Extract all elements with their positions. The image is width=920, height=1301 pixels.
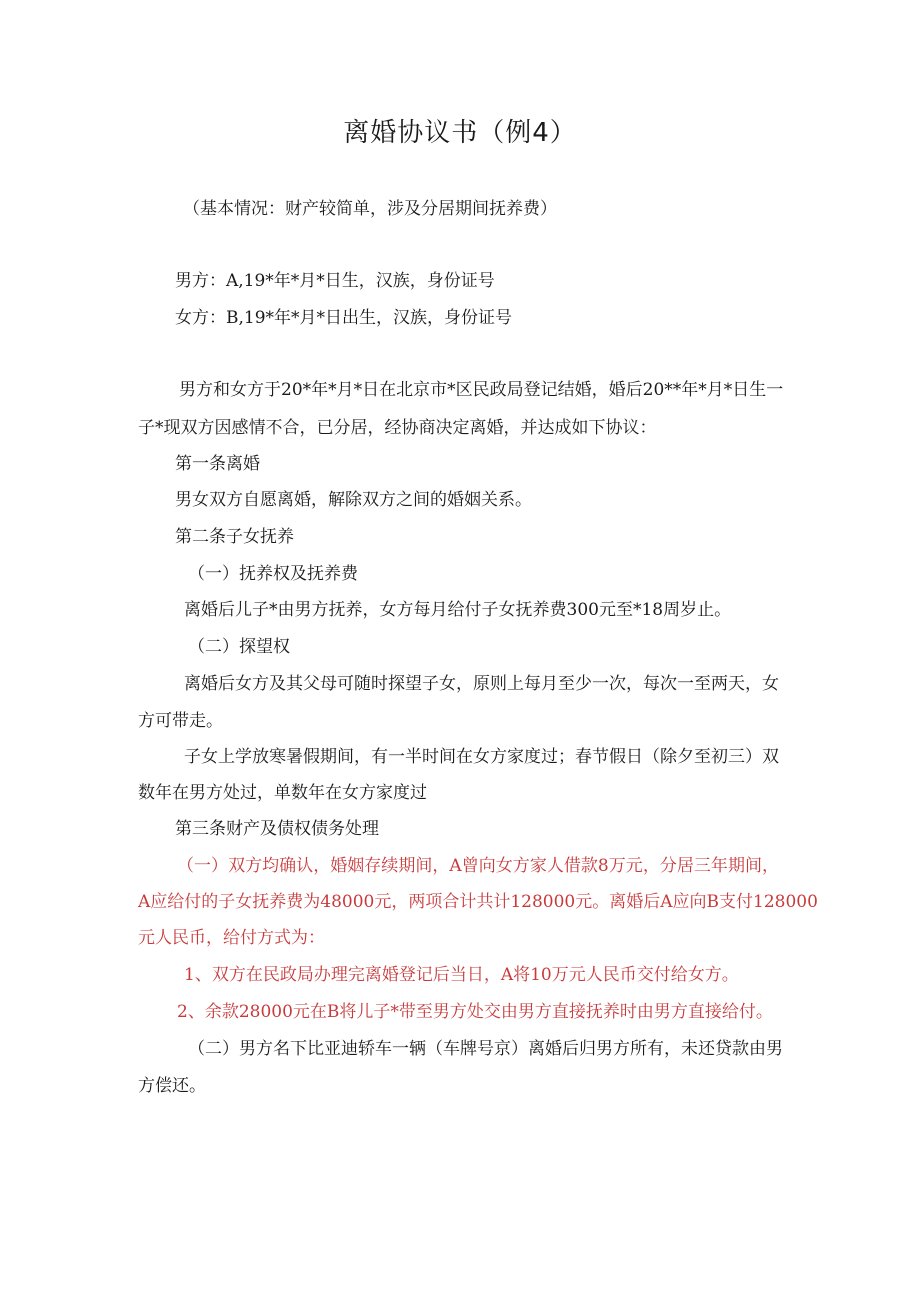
payment-item-2: 2、余款28000元在B将儿子*带至男方处交由男方直接抚养时由男方直接给付。 xyxy=(177,1002,773,1022)
debt-line-2: A应给付的子女抚养费为48000元，两项合计共计128000元。离婚后A应向B支付128000 xyxy=(138,892,818,912)
document-subtitle: （基本情况：财产较简单，涉及分居期间抚养费） xyxy=(183,199,557,219)
female-party-line: 女方：B,19*年*月*日出生，汉族，身份证号 xyxy=(175,308,513,328)
article-1-heading: 第一条离婚 xyxy=(175,454,260,474)
car-line-1: （二）男方名下比亚迪轿车一辆（车牌号京）离婚后归男方所有，未还贷款由男 xyxy=(188,1039,783,1059)
intro-line-1-wrap xyxy=(179,379,784,401)
article-2-custody-text: 离婚后儿子*由男方抚养，女方每月给付子女抚养费300元至*18周岁止。 xyxy=(184,600,732,620)
visitation-line-1: 离婚后女方及其父母可随时探望子女，原则上每月至少一次，每次一至两天，女 xyxy=(184,674,779,694)
article-2-subheading-1: （一）抚养权及抚养费 xyxy=(188,564,358,584)
intro-line-1: 男方和女方于20*年*月*日在北京市*区民政局登记结婚，婚后20**年*月*日生一 xyxy=(179,380,784,400)
holiday-line-1: 子女上学放寒暑假期间，有一半时间在女方家度过；春节假日（除夕至初三）双 xyxy=(184,747,779,767)
male-party-line: 男方：A,19*年*月*日生，汉族，身份证号 xyxy=(175,271,495,291)
visitation-line-1-wrap xyxy=(184,673,779,695)
article-3-heading: 第三条财产及债权债务处理 xyxy=(175,819,379,839)
article-2-subheading-2: （二）探望权 xyxy=(188,637,290,657)
debt-line-1-wrap xyxy=(177,855,779,877)
intro-line-2: 子*现双方因感情不合，已分居，经协商决定离婚，并达成如下协议： xyxy=(138,418,657,438)
car-line-2: 方偿还。 xyxy=(138,1076,206,1096)
document-title: 离婚协议书（例4） xyxy=(343,118,577,148)
visitation-line-2: 方可带走。 xyxy=(138,711,223,731)
payment-item-1: 1、双方在民政局办理完离婚登记后当日，A将10万元人民币交付给女方。 xyxy=(184,965,739,985)
article-2-heading: 第二条子女抚养 xyxy=(175,527,294,547)
article-1-text: 男女双方自愿离婚，解除双方之间的婚姻关系。 xyxy=(175,490,532,510)
debt-line-1: （一）双方均确认，婚姻存续期间，A曾向女方家人借款8万元，分居三年期间， xyxy=(177,856,779,876)
debt-line-3: 元人民币，给付方式为： xyxy=(138,928,325,948)
holiday-line-2: 数年在男方处过，单数年在女方家度过 xyxy=(138,783,427,803)
car-line-1-wrap xyxy=(188,1038,783,1060)
debt-line-2-wrap xyxy=(138,891,818,913)
holiday-line-1-wrap xyxy=(184,746,779,768)
